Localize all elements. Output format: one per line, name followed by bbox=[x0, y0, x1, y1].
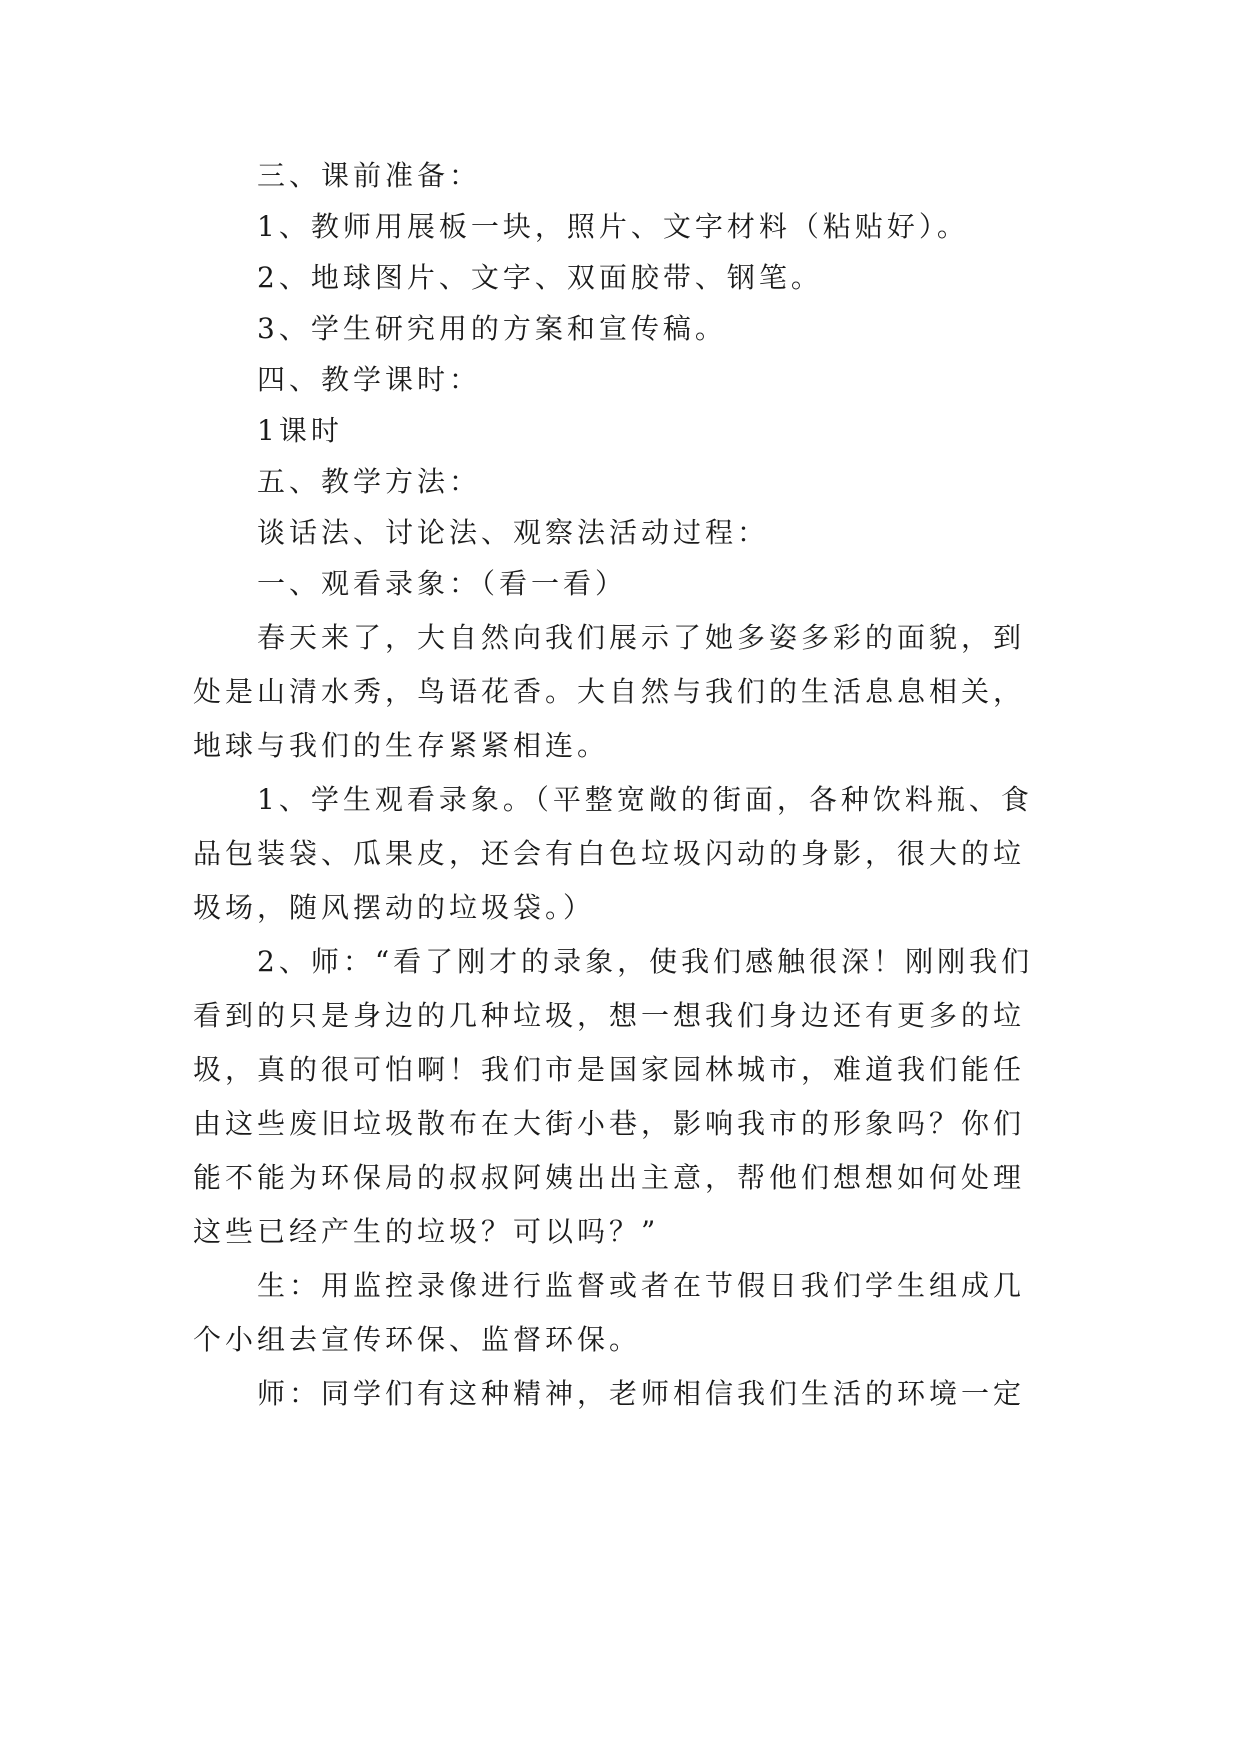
list-item: 2、地球图片、文字、双面胶带、钢笔。 bbox=[257, 261, 823, 294]
paragraph-line: 个小组去宣传环保、监督环保。 bbox=[193, 1323, 642, 1356]
paragraph-line: 地球与我们的生存紧紧相连。 bbox=[193, 729, 610, 762]
section-heading-class-hours: 四、教学课时： bbox=[257, 363, 482, 396]
paragraph-line: 看到的只是身边的几种垃圾，想一想我们身边还有更多的垃 bbox=[193, 999, 1026, 1032]
paragraph-line: 由这些废旧垃圾散布在大街小巷，影响我市的形象吗？你们 bbox=[193, 1107, 1026, 1140]
paragraph-line: 春天来了，大自然向我们展示了她多姿多彩的面貌，到 bbox=[257, 621, 1026, 654]
section-heading-preparation: 三、课前准备： bbox=[257, 159, 482, 192]
paragraph-line: 能不能为环保局的叔叔阿姨出出主意，帮他们想想如何处理 bbox=[193, 1161, 1026, 1194]
paragraph-line: 圾场，随风摆动的垃圾袋。） bbox=[193, 891, 596, 924]
paragraph-line: 师：同学们有这种精神，老师相信我们生活的环境一定 bbox=[257, 1377, 1026, 1410]
section-heading-watch-video: 一、观看录象：（看一看） bbox=[257, 567, 628, 600]
paragraph-line: 1、学生观看录象。（平整宽敞的街面，各种饮料瓶、食 bbox=[257, 783, 1033, 816]
paragraph-line: 处是山清水秀，鸟语花香。大自然与我们的生活息息相关， bbox=[193, 675, 1026, 708]
paragraph-line: 品包装袋、瓜果皮，还会有白色垃圾闪动的身影，很大的垃 bbox=[193, 837, 1026, 870]
paragraph-line: 圾，真的很可怕啊！我们市是国家园林城市，难道我们能任 bbox=[193, 1053, 1026, 1086]
paragraph-line: 这些已经产生的垃圾？可以吗？” bbox=[193, 1215, 660, 1248]
paragraph-line: 谈话法、讨论法、观察法活动过程： bbox=[257, 516, 770, 549]
paragraph-line: 生：用监控录像进行监督或者在节假日我们学生组成几 bbox=[257, 1269, 1026, 1302]
paragraph-line: 2、师：“看了刚才的录象，使我们感触很深！刚刚我们 bbox=[257, 945, 1034, 978]
paragraph-line: 1课时 bbox=[257, 414, 343, 447]
section-heading-teaching-method: 五、教学方法： bbox=[257, 465, 482, 498]
list-item: 3、学生研究用的方案和宣传稿。 bbox=[257, 312, 727, 345]
list-item: 1、教师用展板一块，照片、文字材料（粘贴好）。 bbox=[257, 210, 969, 243]
